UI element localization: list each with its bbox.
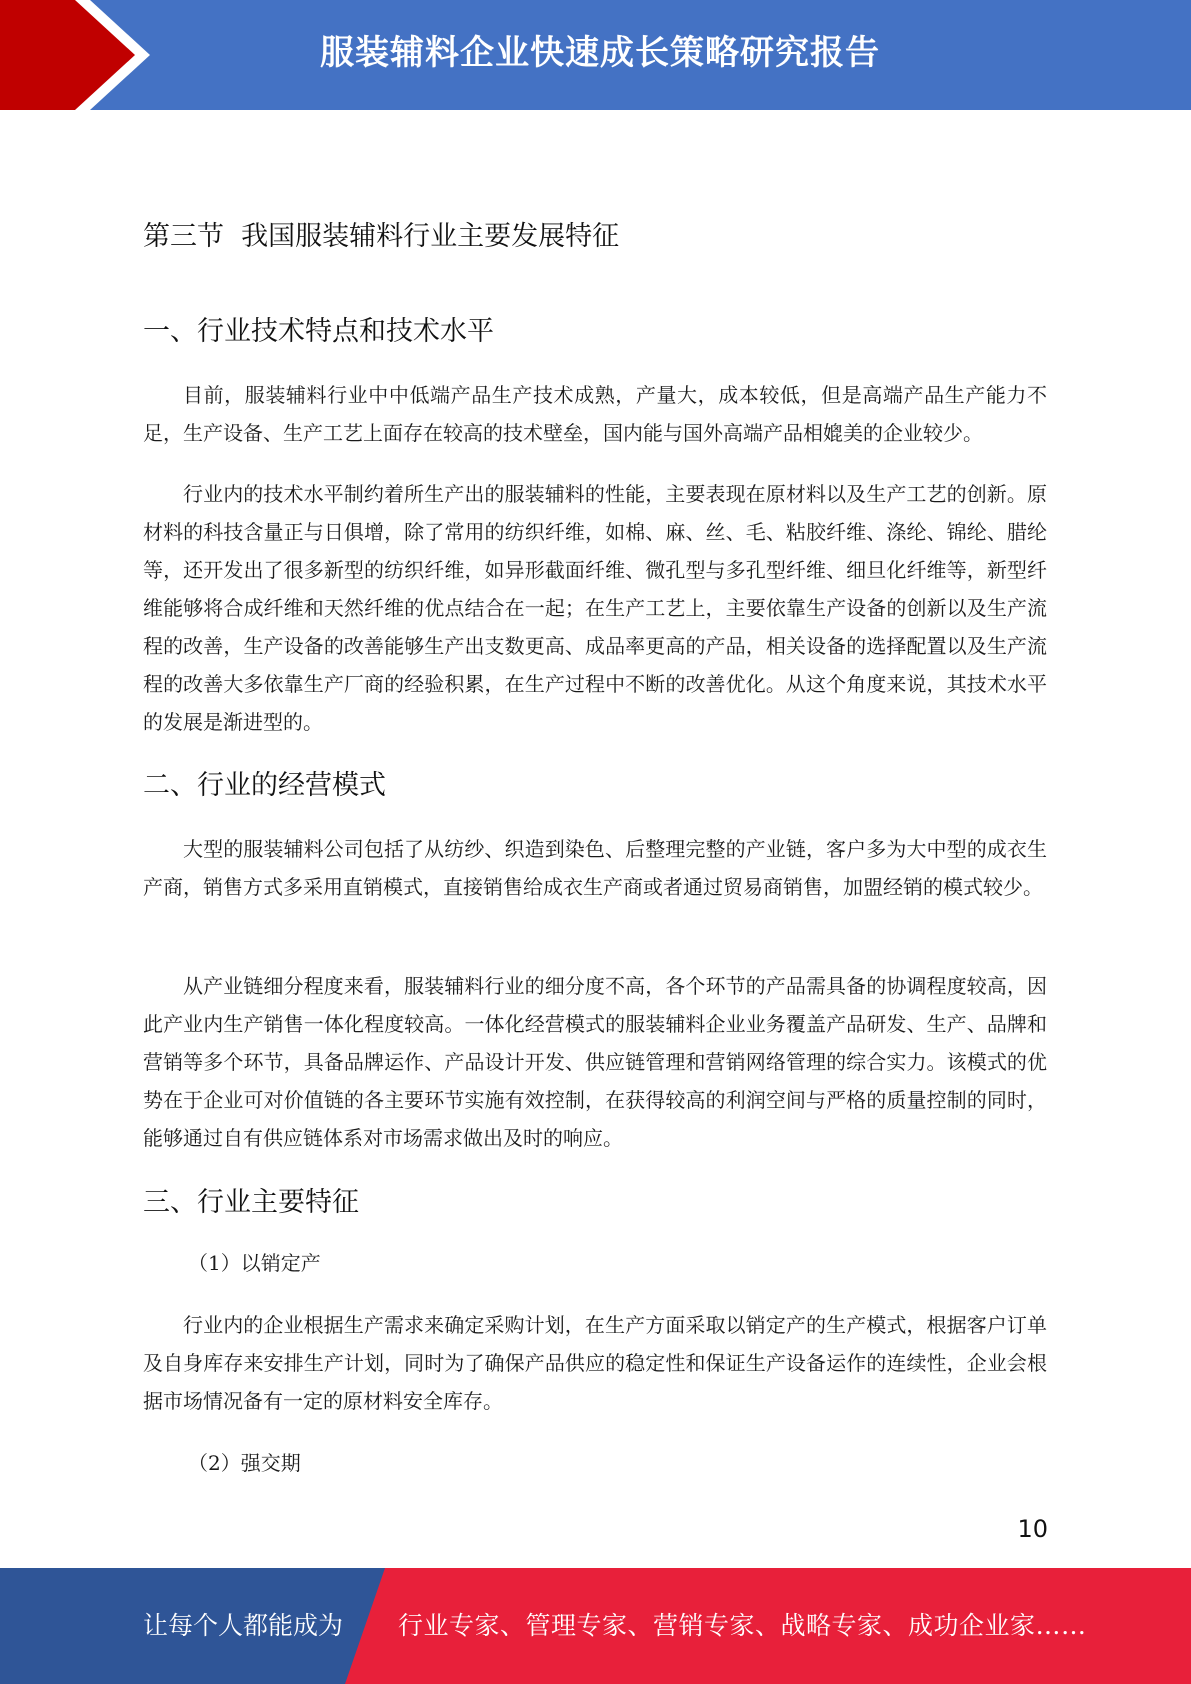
subitem-make-to-order: （1）以销定产	[188, 1251, 321, 1275]
subitem-delivery: （2）强交期	[188, 1451, 301, 1475]
header-chevron-decoration	[0, 0, 150, 110]
paragraph: 从产业链细分程度来看，服装辅料行业的细分度不高，各个环节的产品需具备的协调程度较高，因此产业内生产销售一体化程度较高。一体化经营模式的服装辅料企业业务覆盖产品研发、生产、品牌和营销等多个环节，具备品牌运作、产品设计开发、供应链管理和营销网络管理的综合实力。该模式的优势在于企业可对价值链的各主要环节实施有效控制，在获得较高的利润空间与严格的质量控制的同时，能够通过自有供应链体系对市场需求做出及时的响应。	[143, 974, 1047, 1150]
section-title: 第三节 我国服装辅料行业主要发展特征	[143, 221, 620, 252]
paragraph: 目前，服装辅料行业中中低端产品生产技术成熟，产量大，成本较低，但是高端产品生产能力不足，生产设备、生产工艺上面存在较高的技术壁垒，国内能与国外高端产品相媲美的企业较少。	[143, 383, 1047, 445]
heading-tech: 一、行业技术特点和技术水平	[143, 316, 494, 347]
header-banner	[0, 0, 1191, 110]
footer-slogan-left: 让每个人都能成为	[143, 1611, 344, 1640]
heading-business-model: 二、行业的经营模式	[143, 770, 386, 801]
paragraph: 行业内的企业根据生产需求来确定采购计划，在生产方面采取以销定产的生产模式，根据客户订单及自身库存来安排生产计划，同时为了确保产品供应的稳定性和保证生产设备运作的连续性，企业会根据市场情况备有一定的原材料安全库存。	[143, 1313, 1047, 1413]
report-title: 服装辅料企业快速成长策略研究报告	[320, 33, 880, 73]
footer-banner	[0, 1568, 1191, 1684]
page-number: 10	[1017, 1515, 1048, 1543]
footer-slogan-right: 行业专家、管理专家、营销专家、战略专家、成功企业家……	[398, 1611, 1087, 1640]
paragraph: 大型的服装辅料公司包括了从纺纱、织造到染色、后整理完整的产业链，客户多为大中型的成衣生产商，销售方式多采用直销模式，直接销售给成衣生产商或者通过贸易商销售，加盟经销的模式较少。	[143, 837, 1047, 899]
paragraph: 行业内的技术水平制约着所生产出的服装辅料的性能，主要表现在原材料以及生产工艺的创新。原材料的科技含量正与日俱增，除了常用的纺织纤维，如棉、麻、丝、毛、粘胶纤维、涤纶、锦纶、腊纶等，还开发出了很多新型的纺织纤维，如异形截面纤维、微孔型与多孔型纤维、细旦化纤维等，新型纤维能够将合成纤维和天然纤维的优点结合在一起；在生产工艺上，主要依靠生产设备的创新以及生产流程的改善，生产设备的改善能够生产出支数更高、成品率更高的产品，相关设备的选择配置以及生产流程的改善大多依靠生产厂商的经验积累，在生产过程中不断的改善优化。从这个角度来说，其技术水平的发展是渐进型的。	[143, 482, 1047, 734]
heading-features: 三、行业主要特征	[143, 1187, 359, 1218]
